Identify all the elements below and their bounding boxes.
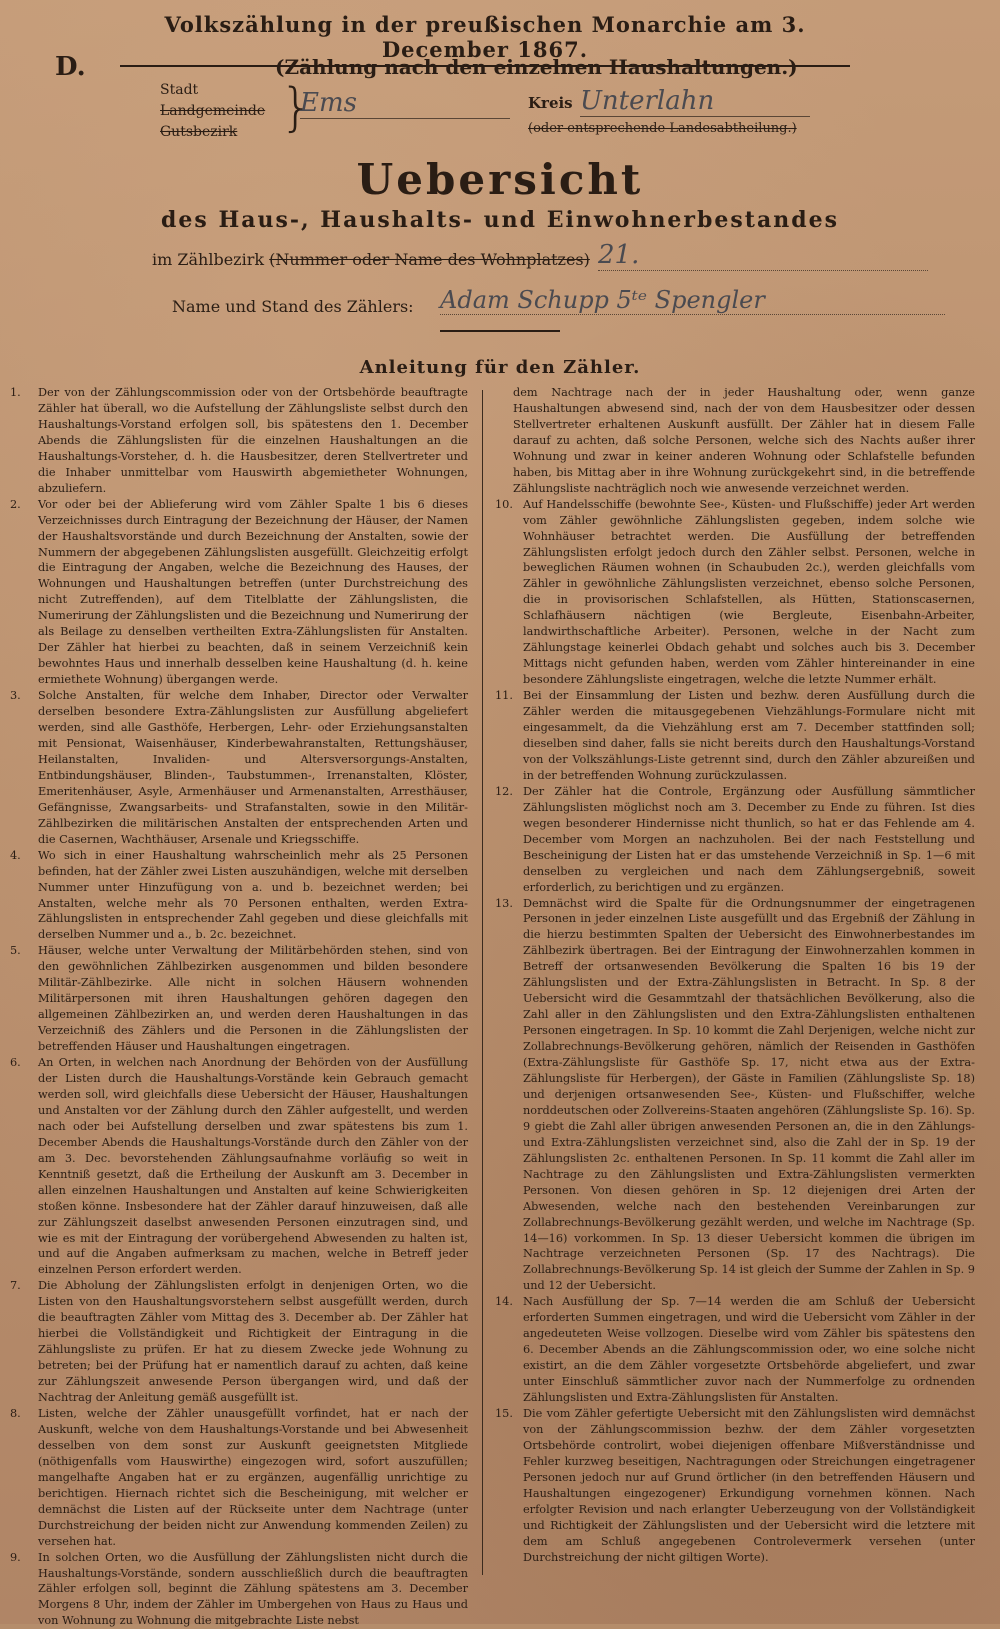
instruction-text: An Orten, in welchen nach Anordnung der Behörden von der Ausfüllung der Listen durch die Haushaltungs-Vorstände kein Gebrauch gemacht werden soll, wird gleichfalls diese Uebersicht der Häuser, Haushaltungen und Anstalten vor der Zählung durch den Zähler aufgestellt, und werden nach oder bei Aufstellung derselben und zwar spätestens bis zum 1. December Abends die Haushaltungs-Vorstände durch den Zähler von der am 3. Dec. bevorstehenden Zählungsaufnahme vorläufig so weit in Kenntniß gesetzt, daß die Ertheilung der Auskunft am 3. December in allen einzelnen Haushaltungen und Anstalten auf keine Schwierigkeiten stoßen könne. Insbesondere hat der Zähler darauf hinzuweisen, daß alle zur Zählungszeit daselbst anwesenden Personen einzutragen sind, und wie es mit der Eintragung der vorübergehend Abwesenden zu halten ist, und auf die Angaben aufmerksam zu machen, welche in Betreff jeder einzelnen Person erfordert werden. [38,1056,468,1277]
instruction-text: Demnächst wird die Spalte für die Ordnungsnummer der eingetragenen Personen in jeder einzelnen Liste ausgefüllt und das Ergebniß der Zählung in die hierzu bestimmten Spalten der Uebersicht des Einwohnerbestandes im Zählbezirk übertragen. Bei der Eintragung der Einwohnerzahlen kommen in Betreff der ortsanwesenden Bevölkerung die Spalten 16 bis 19 der Zählungslisten und der Extra-Zählungslisten in Betracht. In Sp. 8 der Uebersicht wird die Gesammtzahl der thatsächlichen Bevölkerung, also die Zahl aller in den Zählungslisten und den Extra-Zählungslisten enthaltenen Personen eingetragen. In Sp. 10 kommt die Zahl Derjenigen, welche nicht zur Zollabrechnungs-Bevölkerung gehören, nämlich der Reisenden in Gasthöfen (Extra-Zählungsliste für Gasthöfe Sp. 17, nicht etwa aus der Extra-Zählungsliste für Herbergen), der Gäste in Familien (Zählungsliste Sp. 18) und derjenigen ortsanwesenden See-, Küsten- und Flußschiffer, welche norddeutschen oder Zollvereins-Staaten angehören (Zählungsliste Sp. 16). Sp. 9 giebt die Zahl aller übrigen anwesenden Personen an, die in den Zählungs- und Extra-Zählungslisten verzeichnet sind, also die Zahl der in Sp. 19 der Zählungslisten 2c. enthaltenen Personen. In Sp. 11 kommt die Zahl aller im Nachtrage zu den Zählungslisten und Extra-Zählungslisten vermerkten Personen. Von diesen gehören in Sp. 12 diejenigen drei Arten der Abwesenden, welche nach den bestehenden Vereinbarungen zur Zollabrechnungs-Bevölkerung gezählt werden, und welche im Nachtrage (Sp. 14—16) vorkommen. In Sp. 13 dieser Uebersicht kommen die übrigen im Nachtrage verzeichneten Personen (Sp. 17 des Nachtrags). Die Zollabrechnungs-Bevölkerung Sp. 14 ist gleich der Summe der Zahlen in Sp. 9 und 12 der Uebersicht. [523,896,975,1293]
instruction-item [10,497,468,688]
instruction-number: 15. [495,1407,513,1420]
counter-label: Name und Stand des Zählers: [172,297,414,316]
instruction-text: Wo sich in einer Haushaltung wahrscheinlich mehr als 25 Personen befinden, hat der Zähler zwei Listen auszuhändigen, welche mit derselben Nummer unter Hinzufügung von a. und b. bezeichnet werden; bei Anstalten, welche mehr als 70 Personen enthalten, werden Extra-Zählungslisten in entsprechender Zahl gegeben und diese gleichfalls mit derselben Nummer und a., b. 2c. bezeichnet. [38,848,468,942]
counter-value: Adam Schupp 5ᵗᵉ Spengler [440,286,945,315]
instruction-text: Die Abholung der Zählungslisten erfolgt in denjenigen Orten, wo die Listen von den Haushaltungsvorstehern selbst ausgefüllt werden, durch die beauftragten Zähler vom Mittag des 3. December ab. Der Zähler hat hierbei die Vollständigkeit und Richtigkeit der Eintragung in die Zählungsliste zu prüfen. Er hat zu diesem Zwecke jede Wohnung zu betreten; bei der Prüfung hat er namentlich darauf zu achten, daß keine zur Zählungszeit anwesende Person übergangen wird, und daß der Nachtrag der Anleitung gemäß ausgefüllt ist. [38,1279,468,1405]
instruction-item [10,1550,468,1629]
instruction-number: 1. [10,386,21,399]
instruction-number: 2. [10,497,21,511]
instruction-item [10,1278,468,1406]
instruction-item [495,1406,975,1566]
form-letter: D. [55,52,86,82]
instruction-number: 9. [10,1550,21,1564]
instructions-left-column [10,385,468,1629]
form-subheader: (Zählung nach den einzelnen Haushaltungen.) [275,55,798,79]
instruction-item [10,848,468,944]
instruction-text: Der von der Zählungscommission oder von der Ortsbehörde beauftragte Zähler hat überall, wo die Aufstellung der Zählungsliste selbst durch den Haushaltungs-Vorstand erfolgen soll, bis spätestens den 1. December Abends die Zählungslisten für die einzelnen Haushaltungen an die Haushaltungs-Vorsteher, d. h. die Hausbesitzer, deren Stellvertreter und die Inhaber unmittelbar vom Hauswirth abgemietheter Wohnungen, abzuliefern. [38,386,468,495]
instruction-text: Häuser, welche unter Verwaltung der Militärbehörden stehen, sind von den gewöhnlichen Zählbezirken ausgenommen und bilden besondere Militär-Zählbezirke. Alle nicht in solchen Häusern wohnenden Militärpersonen mit ihren Haushaltungen gehören dagegen den allgemeinen Zählbezirken an, und werden deren Haushaltungen in das Verzeichniß des Zählers und die Personen in die Zählungslisten der betreffenden Häuser und Haushaltungen eingetragen. [38,944,468,1054]
instruction-item [495,784,975,896]
instruction-text: Solche Anstalten, für welche dem Inhaber, Director oder Verwalter derselben besondere Extra-Zählungslisten zur Ausfüllung abgeliefert werden, sind alle Gasthöfe, Herbergen, Lehr- oder Erziehungsanstalten mit Pensionat, Waisenhäuser, Kinderbewahranstalten, Rettungshäuser, Heilanstalten, Invaliden- und Altersversorgungs-Anstalten, Entbindungshäuser, Blinden-, Taubstummen-, Irrenanstalten, Klöster, Emeritenhäuser, Asyle, Armenhäuser und Armenanstalten, Arresthäuser, Gefängnisse, Zwangsarbeits- und Strafanstalten, sowie in den Militär-Zählbezirken die militärischen Anstalten der entsprechenden Arten und die Casernen, Wachthäuser, Arsenale und Kriegsschiffe. [38,689,468,846]
place-type-block [160,80,265,143]
place-value: Ems [300,88,510,119]
instruction-number: 5. [10,944,21,958]
district-value: 21. [598,240,928,271]
district-label: im Zählbezirk [152,250,265,269]
brace-glyph: } [280,78,314,138]
instruction-number: 3. [10,689,21,703]
instruction-number: 13. [495,896,513,910]
instruction-number: 8. [10,1407,21,1420]
divider-rule [440,330,560,332]
instructions-right-column [495,385,975,1566]
instruction-item [495,896,975,1295]
instruction-text: In solchen Orten, wo die Ausfüllung der Zählungslisten nicht durch die Haushaltungs-Vorstände, sondern ausschließlich durch die beauftragten Zähler erfolgen soll, beginnt die Zählung spätestens am 3. December Morgens 8 Uhr, indem der Zähler im Umbergehen von Haus zu Haus und von Wohnung zu Wohnung die mitgebrachte Liste nebst [38,1550,468,1628]
instruction-number: 7. [10,1279,21,1293]
district-label-line [152,250,590,269]
instruction-text: Der Zähler hat die Controle, Ergänzung oder Ausfüllung sämmtlicher Zählungslisten möglichst noch am 3. December zu Ende zu führen. Ist dies wegen besonderer Hindernisse nicht thunlich, so hat er das Fehlende am 4. December vom Morgen an nachzuholen. Bei der nach Feststellung und Bescheinigung der Listen hat er das umstehende Verzeichniß in Sp. 1—6 mit denselben zu vergleichen und nach dem Zählungsergebniß, soweit erforderlich, zu berichtigen und zu ergänzen. [523,784,975,894]
kreis-label: Kreis [528,94,573,112]
instruction-item [10,385,468,497]
page-title: Uebersicht [356,155,644,204]
instruction-item [10,688,468,848]
kreis-note: (oder entsprechende Landesabtheilung.) [528,121,797,136]
kreis-value: Unterlahn [580,86,810,117]
instruction-item [10,1406,468,1550]
instruction-text: Bei der Einsammlung der Listen und bezhw. deren Ausfüllung durch die Zähler werden die mitausgegebenen Viehzählungs-Formulare nicht mit eingesammelt, da die Viehzählung erst am 7. December stattfinden soll; dieselben sind daher, falls sie nicht bereits durch den Haushaltungs-Vorstand von der Volkszählungs-Liste getrennt sind, durch den Zähler abzureißen und in der betreffenden Wohnung zurückzulassen. [523,689,975,782]
instructions-heading: Anleitung für den Zähler. [359,357,641,378]
place-type-gutsbezirk: Gutsbezirk [160,124,238,140]
instruction-continuation: dem Nachtrage nach der in jeder Haushaltung oder, wenn ganze Haushaltungen abwesend sind, nach der von dem Hausbesitzer oder dessen Stellvertreter erhaltenen Auskunft ausfüllt. Der Zähler hat in diesem Falle darauf zu achten, daß solche Personen, welche sich des Nachts außer ihrer Wohnung und zwar in keiner anderen Wohnung oder Schlafstelle befunden haben, bis Mittag aber in ihre Wohnung zurückgekehrt sind, in die betreffende Zählungsliste nachträglich noch wie anwesende verzeichnet werden. [513,386,975,495]
place-type-stadt: Stadt [160,82,199,98]
instruction-text: Vor oder bei der Ablieferung wird vom Zähler Spalte 1 bis 6 dieses Verzeichnisses durch Eintragung der Bezeichnung der Häuser, der Namen der Haushaltsvorstände und durch Bezeichnung der Anstalten, sowie der Nummern der abgegebenen Zählungslisten ausgefüllt. Gleichzeitig erfolgt die Eintragung der Angaben, welche die Bezeichnung des Hauses, der Wohnungen und Haushaltungen betreffen (unter Durchstreichung des nicht Zutreffenden), auf dem Titelblatte der Zählungslisten, die Numerirung der Zählungslisten und die Bezeichnung und Numerirung der als Beilage zu denselben vertheilten Extra-Zählungslisten für Anstalten. Der Zähler hat hierbei zu beachten, daß in seinem Verzeichniß kein bewohntes Haus und innerhalb desselben keine Haushaltung (d. h. keine ermiethete Wohnung) übergangen werde. [38,497,468,687]
instruction-item [495,1294,975,1406]
instruction-number: 14. [495,1295,513,1309]
instruction-number: 4. [10,848,21,862]
instruction-number: 12. [495,784,513,798]
instruction-item [10,943,468,1055]
instruction-text: Auf Handelsschiffe (bewohnte See-, Küsten- und Flußschiffe) jeder Art werden vom Zähler gewöhnliche Zählungslisten gegeben, indem solche wie Wohnhäuser betrachtet werden. Die Ausfüllung der betreffenden Zählungslisten erfolgt jedoch durch den Zähler selbst. Personen, welche in beweglichen Räumen wohnen (in Schaubuden 2c.), werden gleichfalls vom Zähler in gewöhnliche Zählungslisten verzeichnet, ebenso solche Personen, die in provisorischen Schlafstellen, als Hütten, Stationscasernen, Schlafhäusern nächtigen (wie Bergleute, Eisenbahn-Arbeiter, landwirthschaftliche Arbeiter). Personen, welche in der Nacht zum Zählungstage keinerlei Obdach gehabt und solches auch bis 3. December Mittags nicht gefunden haben, werden vom Zähler hintereinander in eine besondere Zählungsliste eingetragen, welche die letzte Nummer erhält. [523,497,975,687]
instruction-number: 6. [10,1056,21,1070]
page-subtitle: des Haus-, Haushalts- und Einwohnerbestandes [161,207,839,233]
instruction-item [495,497,975,688]
instruction-text: Listen, welche der Zähler unausgefüllt vorfindet, hat er nach der Auskunft, welche von dem Haushaltungs-Vorstande und bei Abwesenheit desselben von dem sonst zur Auskunft geeignetsten Mitgliede (nöthigenfalls vom Hauswirthe) eingezogen wird, sofort auszufüllen; mangelhafte Angaben hat er zu ergänzen, augenfällig unrichtige zu berichtigen. Hiernach richtet sich die Bescheinigung, mit welcher er demnächst die Listen auf der Rückseite unter dem Nachtrage (unter Durchstreichung der beiden nicht zur Anwendung kommenden Zeilen) zu versehen hat. [38,1407,468,1548]
district-label-struck: (Nummer oder Name des Wohnplatzes) [269,250,590,269]
instruction-item [10,1055,468,1278]
place-type-landgemeinde: Landgemeinde [160,103,266,119]
instruction-number: 11. [495,689,513,703]
column-divider [482,390,483,1575]
instruction-text: Die vom Zähler gefertigte Uebersicht mit den Zählungslisten wird demnächst von der Zählungscommission bezhw. der dem Zähler vorgesetzten Ortsbehörde controlirt, wobei diejenigen offenbare Mißverständnisse und Fehler kurzweg beseitigen, Nachtragungen oder Streichungen eingetragener Personen jedoch nur auf Grund örtlicher (in den betreffenden Häusern und Haushaltungen eingezogener) Erkundigung vornehmen können. Nach erfolgter Revision und nach erlangter Ueberzeugung von der Vollständigkeit und Richtigkeit der Zählungslisten und der Uebersicht wird die letztere mit dem am Schluß angegebenen Controlevermerk versehen (unter Durchstreichung der nicht giltigen Worte). [523,1407,975,1564]
instruction-number: 10. [495,497,513,511]
instruction-item [495,688,975,784]
instruction-text: Nach Ausfüllung der Sp. 7—14 werden die am Schluß der Uebersicht erforderten Summen eingetragen, und wird die Uebersicht vom Zähler in der angedeuteten Weise vollzogen. Dieselbe wird vom Zähler bis spätestens den 6. December Abends an die Zählungscommission oder, wo eine solche nicht existirt, an die dem Zähler vorgesetzte Ortsbehörde abgeliefert, und zwar unter Einschluß sämmtlicher zuvor nach der Nummerfolge zu ordnenden Zählungslisten und Extra-Zählungslisten für Anstalten. [523,1295,975,1405]
census-title: Volkszählung in der preußischen Monarchie am 3. December 1867. [120,12,850,67]
